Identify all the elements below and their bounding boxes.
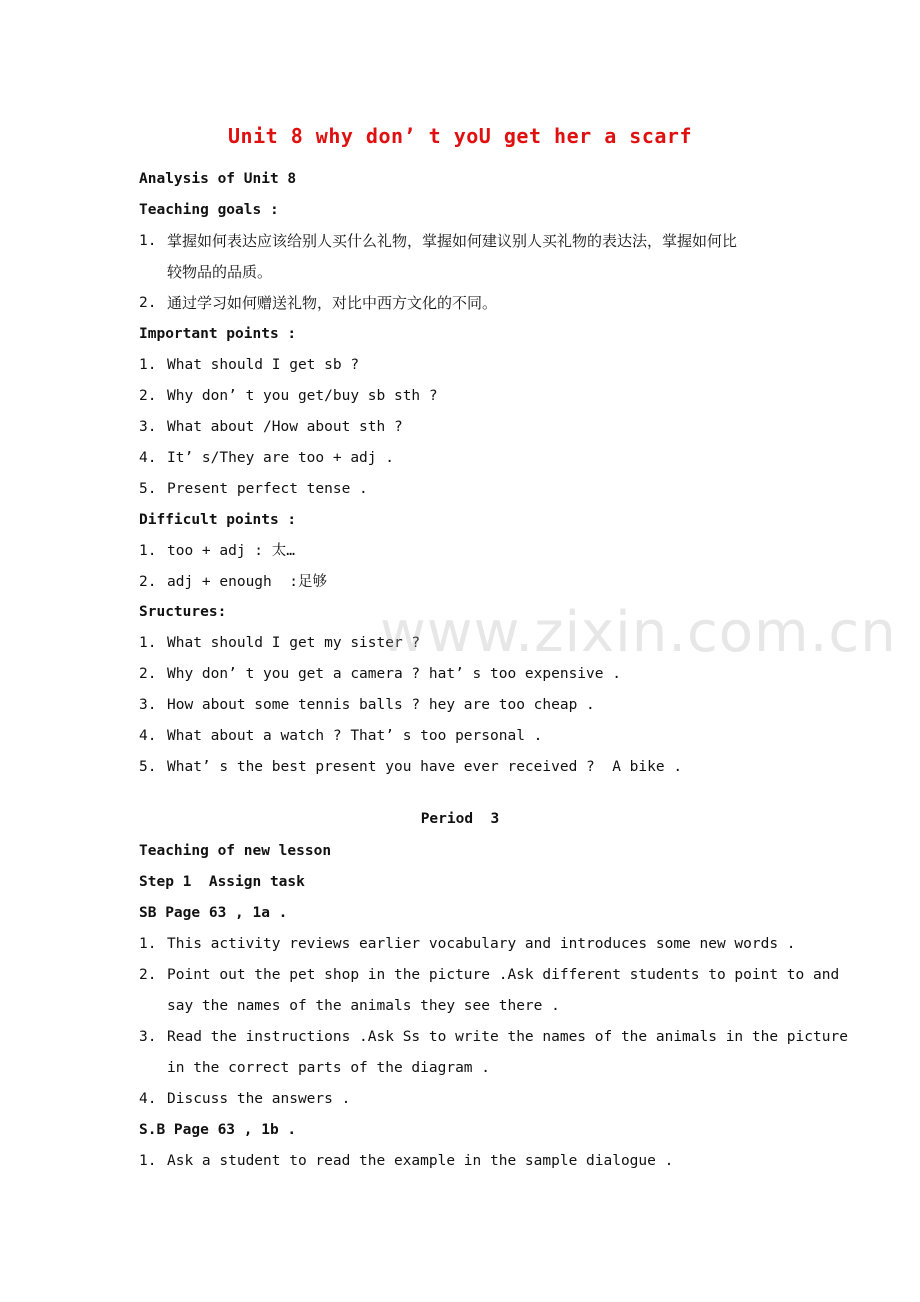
list-number: 5. — [139, 481, 157, 497]
sb-page-1b: S.B Page 63 , 1b . — [139, 1122, 297, 1138]
list-number: 2. — [139, 967, 157, 983]
list-item: Why don’ t you get a camera ? hat’ s too expensive . — [167, 666, 621, 682]
list-number: 1. — [139, 936, 157, 952]
list-number: 4. — [139, 728, 157, 744]
difficult-points-heading: Difficult points : — [139, 512, 297, 528]
list-item: What should I get my sister ? — [167, 635, 421, 651]
goal-text: 通过学习如何赠送礼物，对比中西方文化的不同。 — [167, 294, 498, 312]
goal-number: 1. — [139, 233, 157, 249]
list-item: What’ s the best present you have ever received ? A bike . — [167, 759, 683, 775]
list-number: 2. — [139, 388, 157, 404]
list-number: 3. — [139, 1029, 157, 1045]
list-number: 1. — [139, 635, 157, 651]
list-item: adj + enough :足够 — [167, 574, 327, 590]
list-item: Point out the pet shop in the picture .Ask different students to point to and — [167, 967, 840, 983]
new-lesson-heading: Teaching of new lesson — [139, 843, 332, 859]
list-number: 5. — [139, 759, 157, 775]
list-item: Why don’ t you get/buy sb sth ? — [167, 388, 438, 404]
list-item: What about a watch ? That’ s too personal . — [167, 728, 543, 744]
list-item: Read the instructions .Ask Ss to write the names of the animals in the picture — [167, 1029, 848, 1045]
list-number: 4. — [139, 450, 157, 466]
goal-text: 掌握如何表达应该给别人买什么礼物，掌握如何建议别人买礼物的表达法，掌握如何比 — [167, 232, 738, 250]
list-number: 2. — [139, 574, 157, 590]
step-heading: Step 1 Assign task — [139, 874, 305, 890]
list-item-continued: say the names of the animals they see there . — [167, 998, 560, 1014]
list-item: What about /How about sth ? — [167, 419, 403, 435]
list-number: 2. — [139, 666, 157, 682]
list-item: How about some tennis balls ? hey are too cheap . — [167, 697, 595, 713]
list-number: 1. — [139, 543, 157, 559]
goal-number: 2. — [139, 295, 157, 311]
list-item: It’ s/They are too + adj . — [167, 450, 394, 466]
analysis-heading: Analysis of Unit 8 — [139, 171, 297, 187]
list-number: 1. — [139, 357, 157, 373]
list-item: Ask a student to read the example in the sample dialogue . — [167, 1153, 674, 1169]
teaching-goals-heading: Teaching goals : — [139, 202, 279, 218]
list-item: Discuss the answers . — [167, 1091, 351, 1107]
list-item: too + adj : 太… — [167, 543, 295, 559]
list-number: 3. — [139, 419, 157, 435]
document-title: Unit 8 why don’ t yoU get her a scarf — [227, 124, 693, 148]
sb-page-1a: SB Page 63 , 1a . — [139, 905, 288, 921]
goal-text-continued: 较物品的品质。 — [167, 263, 273, 281]
list-item: Present perfect tense . — [167, 481, 368, 497]
list-number: 1. — [139, 1153, 157, 1169]
list-number: 3. — [139, 697, 157, 713]
period-heading: Period 3 — [420, 811, 500, 827]
watermark: www.zixin.com.cn — [380, 600, 897, 665]
important-points-heading: Important points : — [139, 326, 297, 342]
list-item-continued: in the correct parts of the diagram . — [167, 1060, 491, 1076]
list-item: This activity reviews earlier vocabulary and introduces some new words . — [167, 936, 796, 952]
list-item: What should I get sb ? — [167, 357, 360, 373]
structures-heading: Sructures: — [139, 604, 227, 620]
list-number: 4. — [139, 1091, 157, 1107]
